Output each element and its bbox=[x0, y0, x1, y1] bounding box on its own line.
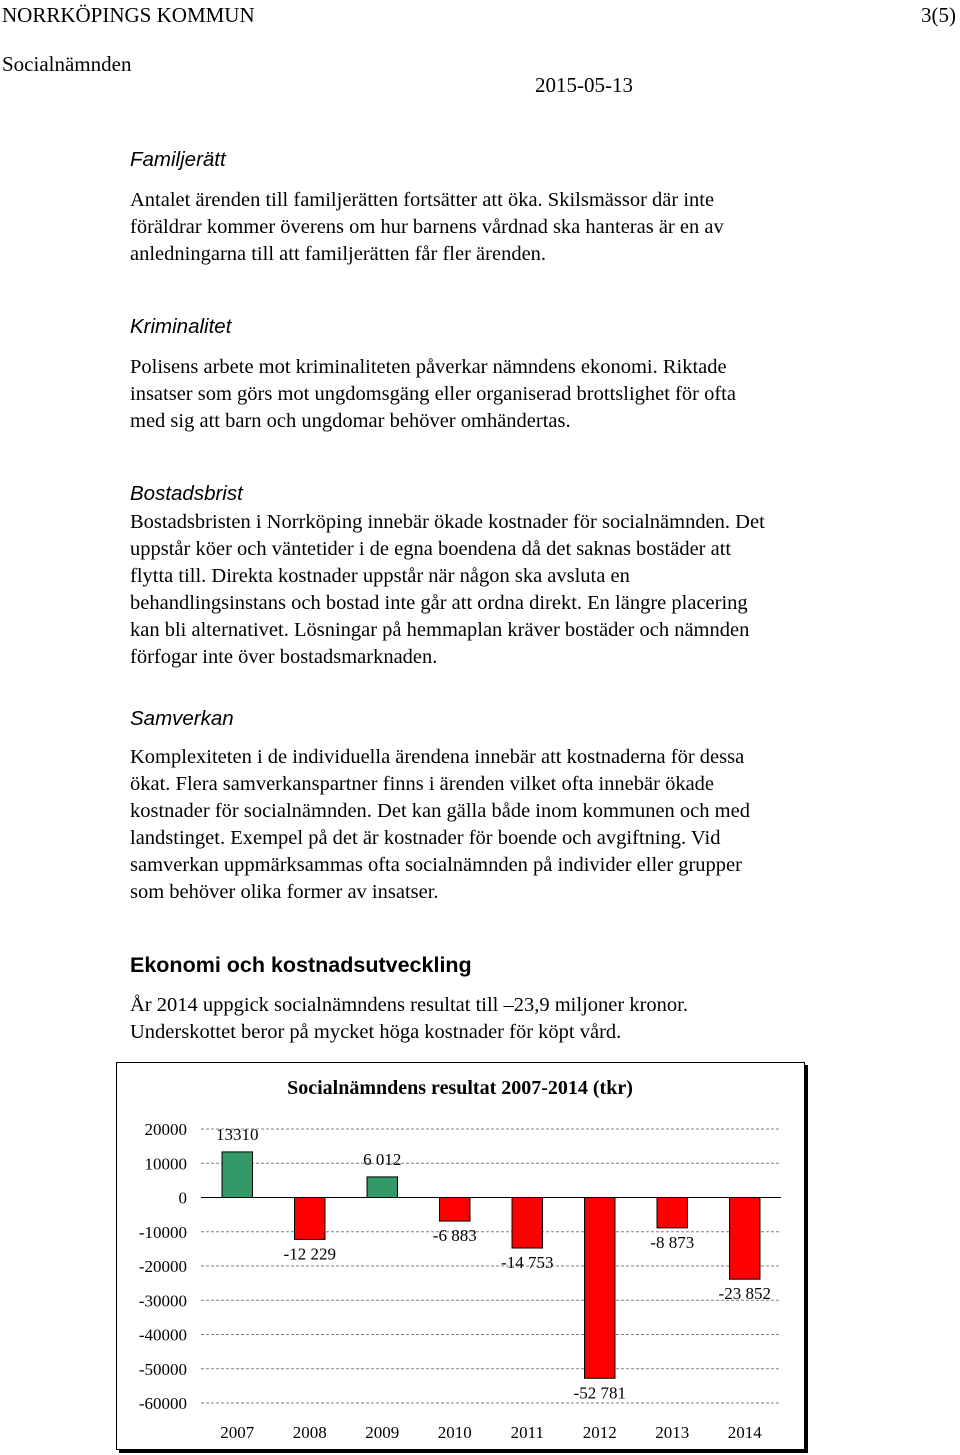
bar-2011 bbox=[512, 1198, 542, 1249]
x-tick-label-2014: 2014 bbox=[727, 1423, 762, 1442]
section-body-bostadsbrist bbox=[130, 509, 765, 671]
result-chart bbox=[116, 1062, 805, 1450]
bar-2012 bbox=[585, 1198, 615, 1379]
x-tick-label-2012: 2012 bbox=[582, 1423, 617, 1442]
bar-2010 bbox=[440, 1198, 470, 1222]
text-line: Underskottet beror på mycket höga kostnader för köpt vård. bbox=[130, 1021, 622, 1043]
economy-heading: Ekonomi och kostnadsutveckling bbox=[130, 953, 472, 977]
text-line: som behöver olika former av insatser. bbox=[130, 881, 439, 903]
text-line: Antalet ärenden till familjerätten fortsätter att öka. Skilsmässor där inte bbox=[130, 189, 715, 211]
text-line: ökat. Flera samverkanspartner finns i ärenden vilket ofta innebär ökade bbox=[130, 773, 715, 795]
text-line: Bostadsbristen i Norrköping innebär ökade kostnader för socialnämnden. Det bbox=[130, 511, 765, 533]
x-tick-label-2010: 2010 bbox=[437, 1423, 472, 1442]
bar-2013 bbox=[657, 1198, 687, 1228]
text-line: föräldrar kommer överens om hur barnens vårdnad ska hanteras är en av bbox=[130, 216, 724, 238]
section-heading-familjeratt: Familjerätt bbox=[130, 148, 226, 171]
text-line: behandlingsinstans och bostad inte går att ordna direkt. En längre placering bbox=[130, 592, 748, 614]
text-line: insatser som görs mot ungdomsgäng eller organiserad brottslighet för ofta bbox=[130, 383, 736, 405]
document-date: 2015-05-13 bbox=[535, 73, 633, 97]
data-label-2014: -23 852 bbox=[718, 1284, 771, 1304]
text-line: landstinget. Exempel på det är kostnader för boende och avgiftning. Vid bbox=[130, 827, 721, 849]
text-line: förfogar inte över bostadsmarknaden. bbox=[130, 646, 438, 668]
y-tick-label: -10000 bbox=[138, 1222, 187, 1242]
data-label-2013: -8 873 bbox=[650, 1232, 695, 1252]
y-tick-label: -40000 bbox=[138, 1325, 187, 1345]
text-line: samverkan uppmärksammas ofta socialnämnden på individer eller grupper bbox=[130, 854, 742, 876]
bar-2007 bbox=[222, 1152, 252, 1198]
section-heading-kriminalitet: Kriminalitet bbox=[130, 315, 232, 338]
section-heading-samverkan: Samverkan bbox=[130, 707, 234, 730]
text-line: flytta till. Direkta kostnader uppstår när någon ska avsluta en bbox=[130, 565, 630, 587]
text-line: med sig att barn och ungdomar behöver omhändertas. bbox=[130, 410, 571, 432]
text-line: År 2014 uppgick socialnämndens resultat till –23,9 miljoner kronor. bbox=[130, 994, 688, 1016]
economy-body bbox=[130, 992, 688, 1046]
text-line: anledningarna till att familjerätten får fler ärenden. bbox=[130, 243, 547, 265]
section-heading-bostadsbrist: Bostadsbrist bbox=[130, 482, 243, 505]
text-line: kostnader för socialnämnden. Det kan gälla både inom kommunen och med bbox=[130, 800, 750, 822]
org-name: NORRKÖPINGS KOMMUN bbox=[2, 3, 255, 27]
section-body-kriminalitet bbox=[130, 354, 736, 435]
y-tick-label: -50000 bbox=[138, 1359, 187, 1379]
x-tick-label-2011: 2011 bbox=[510, 1423, 544, 1442]
x-tick-label-2007: 2007 bbox=[220, 1423, 255, 1442]
bar-2009 bbox=[367, 1177, 397, 1198]
x-tick-label-2013: 2013 bbox=[655, 1423, 690, 1442]
text-line: uppstår köer och väntetider i de egna boendena då det saknas bostäder att bbox=[130, 538, 732, 560]
text-line: kan bli alternativet. Lösningar på hemmaplan kräver bostäder och nämnden bbox=[130, 619, 750, 641]
section-body-familjeratt bbox=[130, 187, 724, 268]
page-number: 3(5) bbox=[921, 3, 956, 27]
data-label-2011: -14 753 bbox=[501, 1253, 554, 1273]
bar-2008 bbox=[295, 1198, 325, 1240]
y-tick-label: 20000 bbox=[144, 1120, 187, 1139]
result-chart-svg bbox=[117, 1063, 804, 1449]
data-label-2009: 6 012 bbox=[363, 1149, 402, 1169]
y-tick-label: -20000 bbox=[138, 1257, 187, 1276]
bar-2014 bbox=[730, 1198, 760, 1280]
data-label-2007: 13310 bbox=[216, 1124, 259, 1144]
y-tick-label: -60000 bbox=[138, 1394, 187, 1413]
chart-title: Socialnämndens resultat 2007-2014 (tkr) bbox=[287, 1077, 633, 1099]
data-label-2012: -52 781 bbox=[573, 1383, 626, 1403]
x-tick-label-2008: 2008 bbox=[292, 1423, 327, 1442]
section-body-samverkan bbox=[130, 744, 750, 906]
text-line: Komplexiteten i de individuella ärendena innebär att kostnaderna för dessa bbox=[130, 746, 745, 768]
data-label-2008: -12 229 bbox=[283, 1244, 336, 1264]
text-line: Polisens arbete mot kriminaliteten påverkar nämndens ekonomi. Riktade bbox=[130, 356, 727, 378]
x-tick-label-2009: 2009 bbox=[365, 1423, 400, 1442]
department-name: Socialnämnden bbox=[2, 52, 132, 76]
y-tick-label: 0 bbox=[178, 1188, 187, 1208]
y-tick-label: 10000 bbox=[144, 1154, 187, 1174]
y-tick-label: -30000 bbox=[138, 1291, 187, 1311]
data-label-2010: -6 883 bbox=[432, 1226, 477, 1246]
